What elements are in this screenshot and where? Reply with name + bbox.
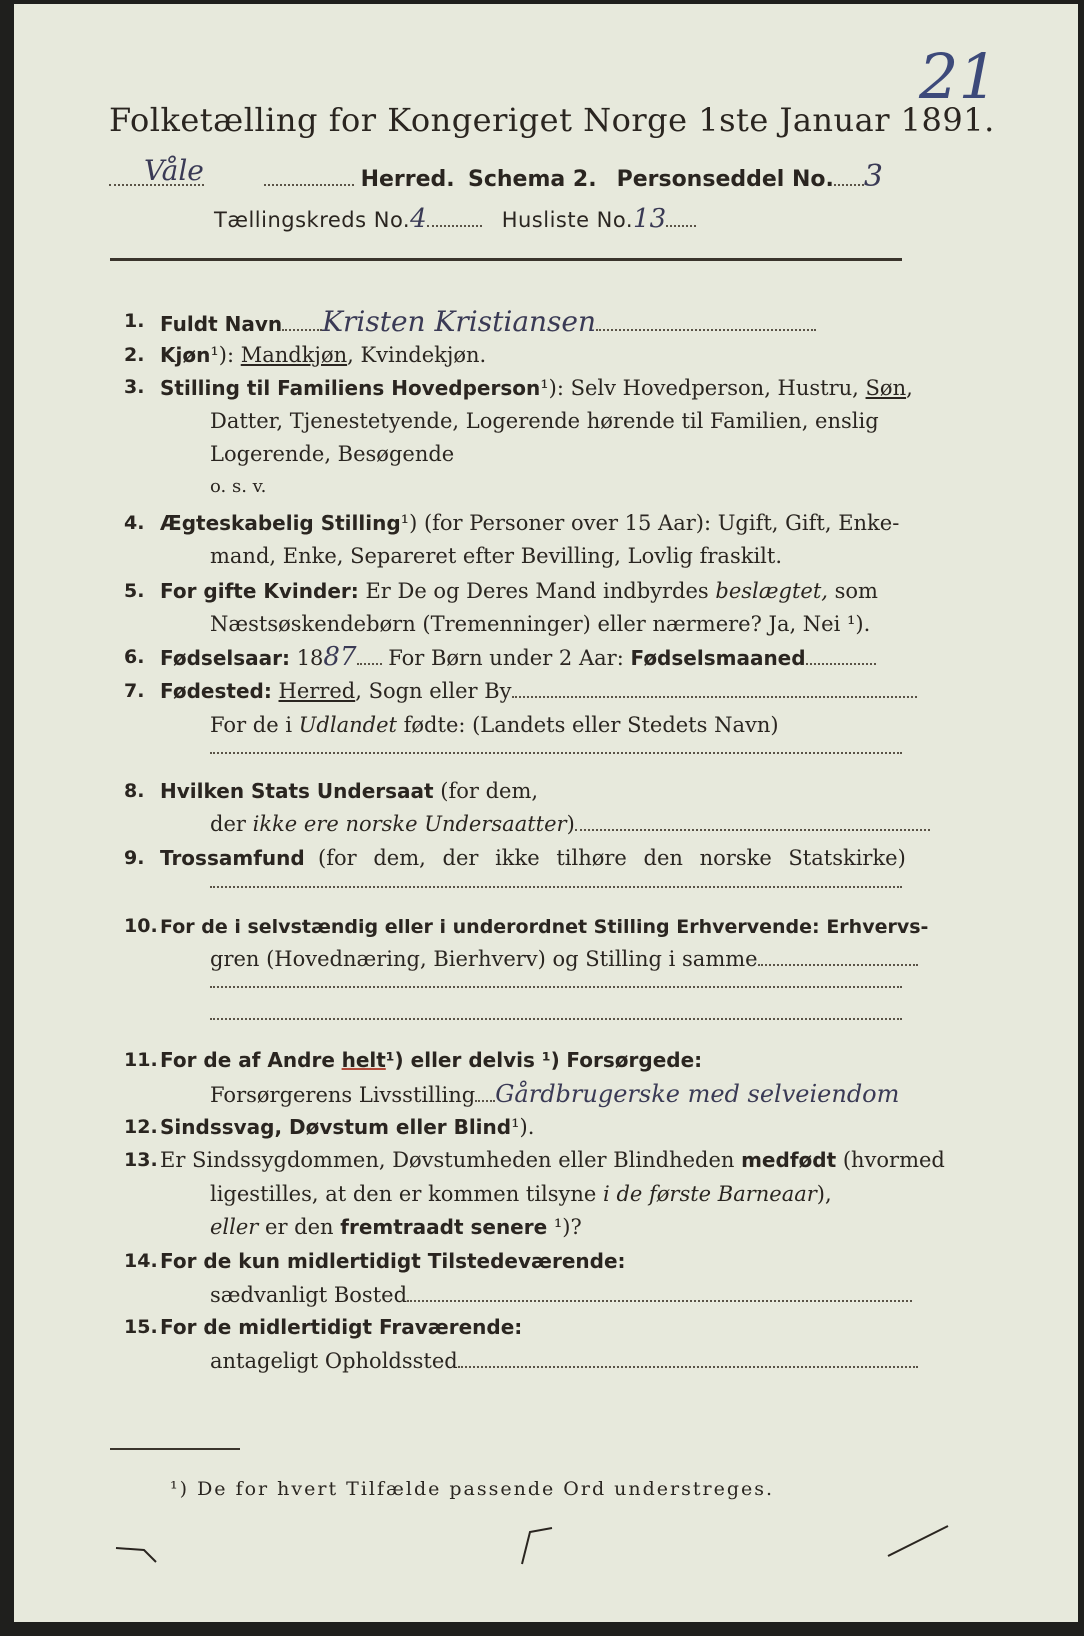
q6-label: Fødselsaar:: [160, 646, 290, 670]
q3-number: 3.: [124, 376, 145, 398]
q13-row1: [160, 1147, 945, 1173]
q10-fill-line-2: [210, 1018, 902, 1020]
q3-row3: Logerende, Besøgende: [210, 442, 455, 466]
q7-text2a: For de i: [210, 713, 293, 737]
q3-row4: o. s. v.: [210, 476, 267, 497]
footnote-rule: [110, 1448, 240, 1450]
pencil-mark-right: [884, 1522, 954, 1562]
q13-text3c: ¹)?: [553, 1215, 582, 1239]
q12-row: [160, 1114, 534, 1140]
q8-text2a: der: [210, 812, 246, 836]
q11-text2: Forsørgerens Livsstilling: [210, 1083, 476, 1107]
q11-label2: Forsørgede:: [566, 1048, 703, 1072]
q9-text: (for dem, der ikke tilhøre den norske Statskirke): [318, 846, 906, 870]
q8-row2: [210, 811, 930, 837]
herred-label: Herred.: [360, 167, 455, 192]
kreds-row: [214, 206, 696, 233]
q11-number: 11.: [124, 1049, 158, 1071]
q6-text: For Børn under 2 Aar:: [388, 646, 624, 670]
q6-number: 6.: [124, 646, 145, 668]
q15-row2: [210, 1348, 918, 1374]
q4-label: Ægteskabelig Stilling: [160, 511, 401, 535]
q11-row2: [210, 1081, 899, 1108]
q3-son: Søn: [865, 376, 907, 400]
q1-label: Fuldt Navn: [160, 312, 283, 336]
q13-text2c: ),: [816, 1182, 832, 1206]
q5-beslaegtet: beslægtet,: [715, 579, 828, 603]
q10-text2: gren (Hovednæring, Bierhverv) og Stilling i samme: [210, 947, 758, 971]
q6-label2: Fødselsmaaned: [630, 646, 806, 670]
q10-label: For de i selvstændig eller i underordnet Stilling Erhvervende:: [160, 916, 820, 938]
personseddel-value: 3: [863, 159, 883, 194]
q13-text2a: ligestilles, at den er kommen tilsyne: [210, 1182, 597, 1206]
q15-label: For de midlertidigt Fraværende:: [160, 1315, 523, 1339]
corner-number: 21: [919, 40, 998, 113]
q8-number: 8.: [124, 780, 145, 802]
q4-text1: ¹) (for Personer over 15 Aar): Ugift, Gift, Enke-: [400, 511, 900, 535]
q14-label: For de kun midlertidigt Tilstedeværende:: [160, 1249, 626, 1273]
q10-row2: [210, 946, 918, 972]
kreds-value: 4: [410, 204, 427, 234]
q4-row2: mand, Enke, Separeret efter Bevilling, Lovlig fraskilt.: [210, 544, 783, 568]
q13-fremtraadt: fremtraadt senere: [340, 1215, 548, 1239]
q13-medfodt: medfødt: [741, 1148, 837, 1172]
q10-number: 10.: [124, 915, 158, 937]
q7-text1: , Sogn eller By: [355, 679, 512, 703]
q8-label: Hvilken Stats Undersaat: [160, 779, 434, 803]
pencil-mark-left: [114, 1534, 174, 1574]
q1-number: 1.: [124, 310, 145, 332]
q2-option-kvindekjon: , Kvindekjøn.: [347, 343, 487, 367]
q8-row1: [160, 778, 538, 804]
q11-value: Gårdbrugerske med selveiendom: [495, 1080, 900, 1108]
q13-text3b: er den: [265, 1215, 334, 1239]
q5-number: 5.: [124, 580, 145, 602]
husliste-value: 13: [633, 204, 667, 234]
q1-row: [160, 305, 816, 338]
q12-number: 12.: [124, 1116, 158, 1138]
herred-value: Våle: [144, 154, 204, 187]
q5-text1: Er De og Deres Mand indbyrdes: [365, 579, 709, 603]
q8-text2c: ): [566, 812, 575, 836]
q15-number: 15.: [124, 1316, 158, 1338]
q13-text3a: eller: [210, 1215, 259, 1239]
q14-text2: sædvanligt Bosted: [210, 1283, 408, 1307]
q13-row3: [210, 1214, 582, 1240]
q2-number: 2.: [124, 344, 145, 366]
q7-udlandet: Udlandet: [298, 713, 397, 737]
header-rule: [110, 258, 902, 261]
personseddel-label: Personseddel No.: [616, 167, 834, 192]
pencil-mark-center: [514, 1524, 564, 1574]
q2-row: [160, 342, 486, 368]
q6-row: [160, 644, 876, 671]
q6-value: 87: [323, 642, 357, 672]
q9-label: Trossamfund: [160, 846, 305, 870]
herred-row: [109, 154, 883, 194]
q15-text2: antageligt Opholdssted: [210, 1349, 458, 1373]
q7-fill-line: [210, 752, 902, 754]
q3-row2: Datter, Tjenestetyende, Logerende hørende til Familien, enslig: [210, 409, 879, 433]
q13-text1a: Er Sindssygdommen, Døvstumheden eller Blindheden: [160, 1148, 735, 1172]
q5-row1: [160, 578, 878, 604]
q9-row: [160, 845, 906, 871]
q2-option-mandkjon: Mandkjøn: [240, 343, 348, 367]
kreds-label: Tællingskreds No.: [214, 208, 411, 232]
q11-row1: [160, 1047, 702, 1073]
q2-label: Kjøn: [160, 343, 211, 367]
q3-text1: ¹): Selv Hovedperson, Hustru,: [540, 376, 859, 400]
census-form-page: [14, 4, 1078, 1622]
q7-number: 7.: [124, 680, 145, 702]
footnote: ¹) De for hvert Tilfælde passende Ord understreges.: [170, 1478, 775, 1500]
q5-row2: Næstsøskendebørn (Tremenninger) eller nærmere? Ja, Nei ¹).: [210, 612, 871, 636]
q14-row1: [160, 1248, 626, 1274]
q11-text1: ¹) eller delvis ¹): [385, 1048, 560, 1072]
q10-label2: Erhvervs-: [826, 916, 929, 938]
q3-row1: [160, 375, 913, 401]
q13-row2: [210, 1181, 832, 1207]
q14-number: 14.: [124, 1250, 158, 1272]
q10-row1: [160, 913, 928, 940]
q13-text1b: (hvormed: [842, 1148, 945, 1172]
q9-number: 9.: [124, 847, 145, 869]
q7-text2b: fødte: (Landets eller Stedets Navn): [403, 713, 779, 737]
q7-row2: [210, 712, 779, 738]
form-title: Folketælling for Kongeriget Norge 1ste Januar 1891.: [109, 101, 995, 139]
q13-number: 13.: [124, 1149, 158, 1171]
q4-number: 4.: [124, 512, 145, 534]
q7-label: Fødested:: [160, 679, 272, 703]
q1-value: Kristen Kristiansen: [322, 305, 597, 338]
q9-fill-line: [210, 886, 902, 888]
q6-prefix: 18: [296, 646, 324, 670]
q4-row1: [160, 510, 899, 536]
schema-label: Schema 2.: [467, 167, 597, 192]
q5-som: som: [834, 579, 878, 603]
q7-herred: Herred: [278, 679, 356, 703]
q10-fill-line-1: [210, 986, 902, 988]
q15-row1: [160, 1314, 522, 1340]
q11-helt: helt: [341, 1048, 386, 1072]
q8-text1: (for dem,: [440, 779, 539, 803]
q7-row1: [160, 678, 917, 704]
q3-label: Stilling til Familiens Hovedperson: [160, 376, 541, 400]
q13-text2b: i de første Barneaar: [603, 1182, 817, 1206]
q3-comma: ,: [906, 376, 913, 400]
q14-row2: [210, 1282, 912, 1308]
husliste-label: Husliste No.: [501, 208, 634, 232]
q5-label: For gifte Kvinder:: [160, 579, 359, 603]
q11-label: For de af Andre: [160, 1048, 335, 1072]
q8-text2b: ikke ere norske Undersaatter: [252, 812, 567, 836]
q12-label: Sindssvag, Døvstum eller Blind: [160, 1115, 512, 1139]
q2-sup: ¹):: [210, 343, 235, 367]
q12-text: ¹).: [511, 1115, 535, 1139]
